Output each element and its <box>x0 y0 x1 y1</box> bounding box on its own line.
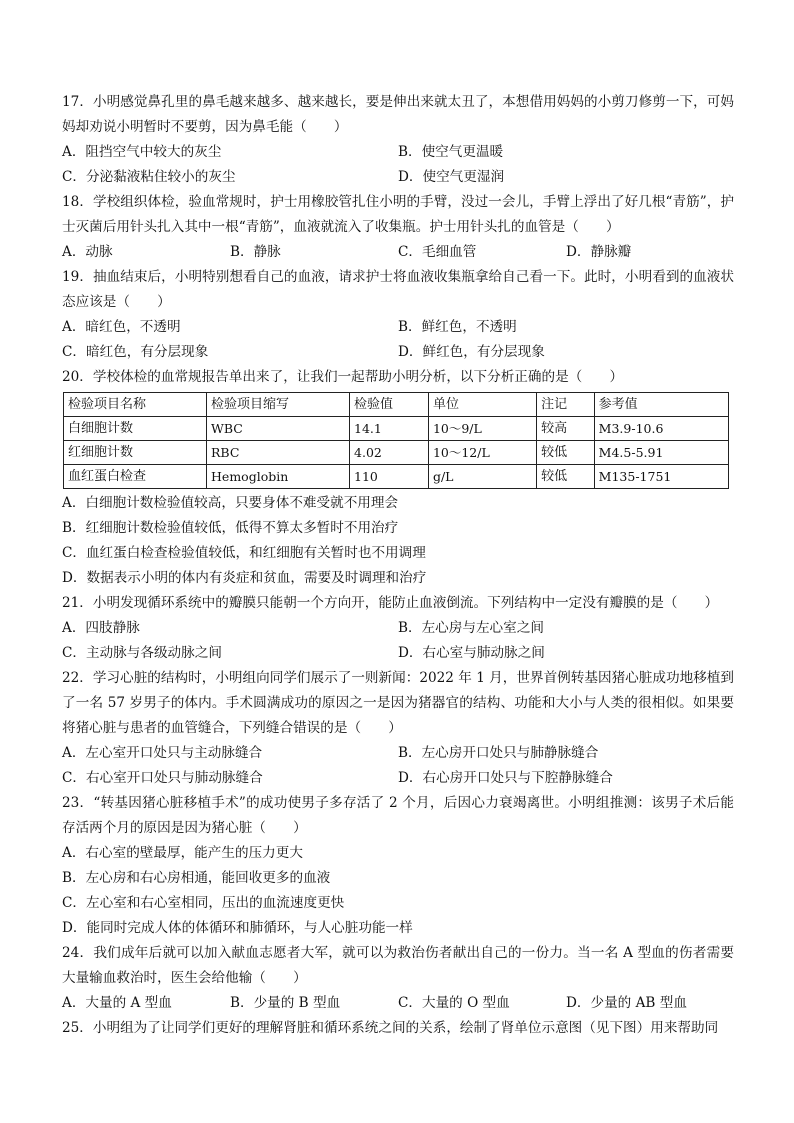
options <box>62 616 734 666</box>
option-b[interactable]: B．左心房和右心房相通，能回收更多的血液 <box>62 870 331 886</box>
table-header-cell: 参考值 <box>594 393 728 417</box>
table-cell: M4.5-5.91 <box>594 441 728 465</box>
table-cell: 红细胞计数 <box>64 441 207 465</box>
option-a[interactable]: A．大量的 A 型血 <box>62 995 172 1011</box>
table-cell: 4.02 <box>350 441 429 465</box>
option-d[interactable]: D．能同时完成人体的体循环和肺循环，与人心脏功能一样 <box>62 920 413 936</box>
option-a[interactable]: A．暗红色，不透明 <box>62 319 181 335</box>
option-d[interactable]: D．静脉瓣 <box>566 244 632 260</box>
exam-page <box>62 90 734 1041</box>
option-b[interactable]: B．左心房开口处只与肺静脉缝合 <box>398 745 599 761</box>
table-cell: RBC <box>207 441 350 465</box>
table-row <box>64 465 729 489</box>
option-d[interactable]: D．数据表示小明的体内有炎症和贫血，需要及时调理和治疗 <box>62 570 427 586</box>
blood-report-table <box>63 392 729 489</box>
table-row <box>64 441 729 465</box>
option-a[interactable]: A．左心室开口处只与主动脉缝合 <box>62 745 263 761</box>
question-stem: 22．学习心脏的结构时，小明组向同学们展示了一则新闻：2022 年 1 月，世界首例转基因猪心脏成功地移植到了一名 57 岁男子的体内。手术圆满成功的原因之一是因为猪器官的结构、功能和大小与人类的很相似。如果要将猪心脏与患者的血管缝合，下列缝合错误的是（ ） <box>62 670 734 736</box>
table-cell: 较高 <box>537 417 595 441</box>
question-20 <box>62 365 734 591</box>
table-cell: 白细胞计数 <box>64 417 207 441</box>
option-b[interactable]: B．左心房与左心室之间 <box>398 620 544 636</box>
table-header-cell: 检验项目缩写 <box>207 393 350 417</box>
question-22 <box>62 666 734 791</box>
question-stem: 21．小明发现循环系统中的瓣膜只能朝一个方向开，能防止血液倒流。下列结构中一定没有瓣膜的是（ ） <box>62 595 719 611</box>
option-c[interactable]: C．左心室和右心室相同，压出的血流速度更快 <box>62 895 345 911</box>
option-b[interactable]: B．红细胞计数检验值较低，低得不算太多暂时不用治疗 <box>62 520 399 536</box>
options <box>62 491 734 591</box>
option-a[interactable]: A．四肢静脉 <box>62 620 140 636</box>
option-d[interactable]: D．鲜红色，有分层现象 <box>398 344 545 360</box>
option-c[interactable]: C．暗红色，有分层现象 <box>62 344 209 360</box>
option-b[interactable]: B．鲜红色，不透明 <box>398 319 517 335</box>
table-cell: Hemoglobin <box>207 465 350 489</box>
option-a[interactable]: A．右心室的壁最厚，能产生的压力更大 <box>62 845 303 861</box>
table-row <box>64 417 729 441</box>
table-cell: 110 <box>350 465 429 489</box>
option-c[interactable]: C．分泌黏液粘住较小的灰尘 <box>62 169 236 185</box>
table-cell: 较低 <box>537 441 595 465</box>
question-19 <box>62 265 734 365</box>
options <box>62 240 734 265</box>
option-c[interactable]: C．大量的 O 型血 <box>398 995 510 1011</box>
options <box>62 140 734 190</box>
option-c[interactable]: C．右心室开口处只与肺动脉缝合 <box>62 770 263 786</box>
question-stem: 17．小明感觉鼻孔里的鼻毛越来越多、越来越长，要是伸出来就太丑了，本想借用妈妈的小剪刀修剪一下，可妈妈却劝说小明暂时不要剪，因为鼻毛能（ ） <box>62 94 734 135</box>
option-a[interactable]: A．动脉 <box>62 244 113 260</box>
table-cell: 10～9/L <box>428 417 536 441</box>
options <box>62 991 734 1016</box>
option-c[interactable]: C．血红蛋白检查检验值较低，和红细胞有关暂时也不用调理 <box>62 545 426 561</box>
option-d[interactable]: D．少量的 AB 型血 <box>566 995 687 1011</box>
question-stem: 23．“转基因猪心脏移植手术”的成功使男子多存活了 2 个月，后因心力衰竭离世。小明组推测：该男子术后能存活两个月的原因是因为猪心脏（ ） <box>62 795 734 836</box>
table-header-cell: 检验项目名称 <box>64 393 207 417</box>
option-b[interactable]: B．少量的 B 型血 <box>230 995 341 1011</box>
question-stem: 19．抽血结束后，小明特别想看自己的血液，请求护士将血液收集瓶拿给自己看一下。此时，小明看到的血液状态应该是（ ） <box>62 269 734 310</box>
question-stem: 20．学校体检的血常规报告单出来了，让我们一起帮助小明分析，以下分析正确的是（ ） <box>62 369 624 385</box>
option-d[interactable]: D．使空气更湿润 <box>398 169 505 185</box>
option-c[interactable]: C．毛细血管 <box>398 244 477 260</box>
option-b[interactable]: B．静脉 <box>230 244 281 260</box>
question-21 <box>62 591 734 666</box>
table-cell: M135-1751 <box>594 465 728 489</box>
option-d[interactable]: D．右心房开口处只与下腔静脉缝合 <box>398 770 613 786</box>
question-stem: 25．小明组为了让同学们更好的理解肾脏和循环系统之间的关系，绘制了肾单位示意图（见下图）用来帮助同 <box>62 1020 719 1036</box>
table-cell: 14.1 <box>350 417 429 441</box>
question-25 <box>62 1016 734 1041</box>
table-cell: g/L <box>428 465 536 489</box>
option-a[interactable]: A．白细胞计数检验值较高，只要身体不难受就不用理会 <box>62 495 399 511</box>
question-18 <box>62 190 734 265</box>
question-stem: 18．学校组织体检，验血常规时，护士用橡胶管扎住小明的手臂，没过一会儿，手臂上浮出了好几根“青筋”，护士灭菌后用针头扎入其中一根“青筋”，血液就流入了收集瓶。护士用针头扎的血管是（ ） <box>62 194 734 235</box>
options <box>62 841 734 941</box>
options <box>62 741 734 791</box>
table-header-row <box>64 393 729 417</box>
table-cell: WBC <box>207 417 350 441</box>
option-a[interactable]: A．阻挡空气中较大的灰尘 <box>62 144 222 160</box>
question-stem: 24．我们成年后就可以加入献血志愿者大军，就可以为救治伤者献出自己的一份力。当一名 A 型血的伤者需要大量输血救治时，医生会给他输（ ） <box>62 945 734 986</box>
table-cell: 10～12/L <box>428 441 536 465</box>
table-cell: 较低 <box>537 465 595 489</box>
options <box>62 315 734 365</box>
table-header-cell: 注记 <box>537 393 595 417</box>
option-d[interactable]: D．右心室与肺动脉之间 <box>398 645 545 661</box>
table-header-cell: 检验值 <box>350 393 429 417</box>
table-cell: 血红蛋白检查 <box>64 465 207 489</box>
option-c[interactable]: C．主动脉与各级动脉之间 <box>62 645 222 661</box>
question-17 <box>62 90 734 190</box>
table-cell: M3.9-10.6 <box>594 417 728 441</box>
question-23 <box>62 791 734 941</box>
question-24 <box>62 941 734 1016</box>
option-b[interactable]: B．使空气更温暖 <box>398 144 504 160</box>
table-header-cell: 单位 <box>428 393 536 417</box>
